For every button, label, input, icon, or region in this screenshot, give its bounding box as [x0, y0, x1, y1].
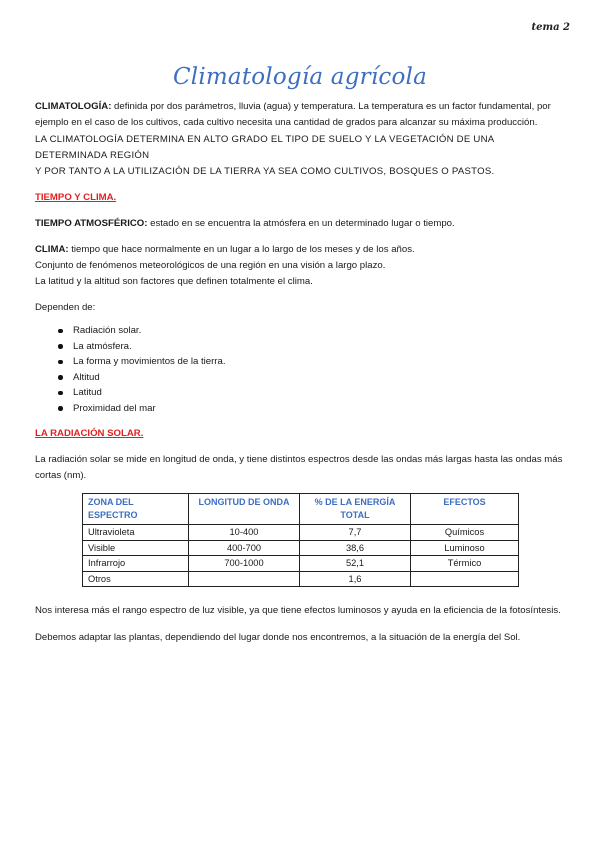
cell-efectos: Térmico — [411, 556, 519, 572]
cell-efectos: Químicos — [411, 525, 519, 541]
clima-definition — [35, 242, 567, 258]
factor-list — [35, 323, 567, 416]
clima-line-3: La latitud y la altitud son factores que definen totalmente el clima. — [35, 276, 313, 287]
list-item: La atmósfera. — [35, 339, 567, 355]
cell-zona: Visible — [83, 540, 189, 556]
cell-energia: 1,6 — [300, 571, 411, 587]
cell-efectos: Luminoso — [411, 540, 519, 556]
cell-energia: 52,1 — [300, 556, 411, 572]
section-heading-tiempo-clima: TIEMPO Y CLIMA. — [35, 192, 117, 203]
table-header-row — [83, 494, 519, 525]
climatologia-definition — [35, 99, 567, 130]
caps-line-2: Y POR TANTO A LA UTILIZACIÓN DE LA TIERRA YA SEA COMO CULTIVOS, BOSQUES O PASTOS. — [35, 166, 495, 177]
document-body — [35, 99, 567, 646]
cell-energia: 38,6 — [300, 540, 411, 556]
list-item: Proximidad del mar — [35, 401, 567, 417]
climatologia-text: definida por dos parámetros, lluvia (agua) y temperatura. La temperatura es un factor fundamental, por ejemplo en el caso de los cultivos, cada cultivo necesita una cantidad de grados para alcanzar su máxima producción. — [35, 101, 551, 128]
cell-energia: 7,7 — [300, 525, 411, 541]
cell-zona: Infrarrojo — [83, 556, 189, 572]
list-item: Latitud — [35, 385, 567, 401]
header-efectos: EFECTOS — [411, 494, 519, 525]
list-item: La forma y movimientos de la tierra. — [35, 354, 567, 370]
caps-line-1: LA CLIMATOLOGÍA DETERMINA EN ALTO GRADO EL TIPO DE SUELO Y LA VEGETACIÓN DE UNA DETERMINADA REGIÓN — [35, 134, 494, 161]
radiacion-intro: La radiación solar se mide en longitud de onda, y tiene distintos espectros desde las ondas más largas hasta las ondas más cortas (nm). — [35, 454, 563, 481]
dependen-label: Dependen de: — [35, 302, 96, 313]
cell-longitud: 700-1000 — [189, 556, 300, 572]
climatologia-term: CLIMATOLOGÍA: — [35, 101, 112, 112]
cell-longitud: 400-700 — [189, 540, 300, 556]
clima-text: tiempo que hace normalmente en un lugar a lo largo de los meses y de los años. — [68, 244, 415, 255]
clima-term: CLIMA: — [35, 244, 69, 255]
table-row — [83, 556, 519, 572]
cell-longitud: 10-400 — [189, 525, 300, 541]
header-zona: ZONA DEL ESPECTRO — [83, 494, 189, 525]
table-row — [83, 540, 519, 556]
tiempo-term: TIEMPO ATMOSFÉRICO: — [35, 218, 148, 229]
cell-longitud — [189, 571, 300, 587]
list-item: Altitud — [35, 370, 567, 386]
tiempo-text: estado en se encuentra la atmósfera en un determinado lugar o tiempo. — [147, 218, 455, 229]
document-title: Climatología agrícola — [172, 64, 427, 90]
table-row — [83, 525, 519, 541]
cell-efectos — [411, 571, 519, 587]
spectrum-table — [82, 493, 519, 587]
list-item: Radiación solar. — [35, 323, 567, 339]
header-energia: % DE LA ENERGÍA TOTAL — [300, 494, 411, 525]
clima-line-2: Conjunto de fenómenos meteorológicos de una región en una visión a largo plazo. — [35, 260, 386, 271]
section-heading-radiacion: LA RADIACIÓN SOLAR. — [35, 428, 144, 439]
page-tag: tema 2 — [531, 22, 570, 33]
table-row — [83, 571, 519, 587]
cell-zona: Ultravioleta — [83, 525, 189, 541]
tiempo-definition — [35, 216, 567, 232]
paragraph-adaptar-plantas: Debemos adaptar las plantas, dependiendo del lugar donde nos encontremos, a la situación de la energía del Sol. — [35, 632, 521, 643]
cell-zona: Otros — [83, 571, 189, 587]
header-longitud: LONGITUD DE ONDA — [189, 494, 300, 525]
paragraph-espectro-visible: Nos interesa más el rango espectro de luz visible, ya que tiene efectos luminosos y ayuda en la eficiencia de la fotosíntesis. — [35, 605, 561, 616]
